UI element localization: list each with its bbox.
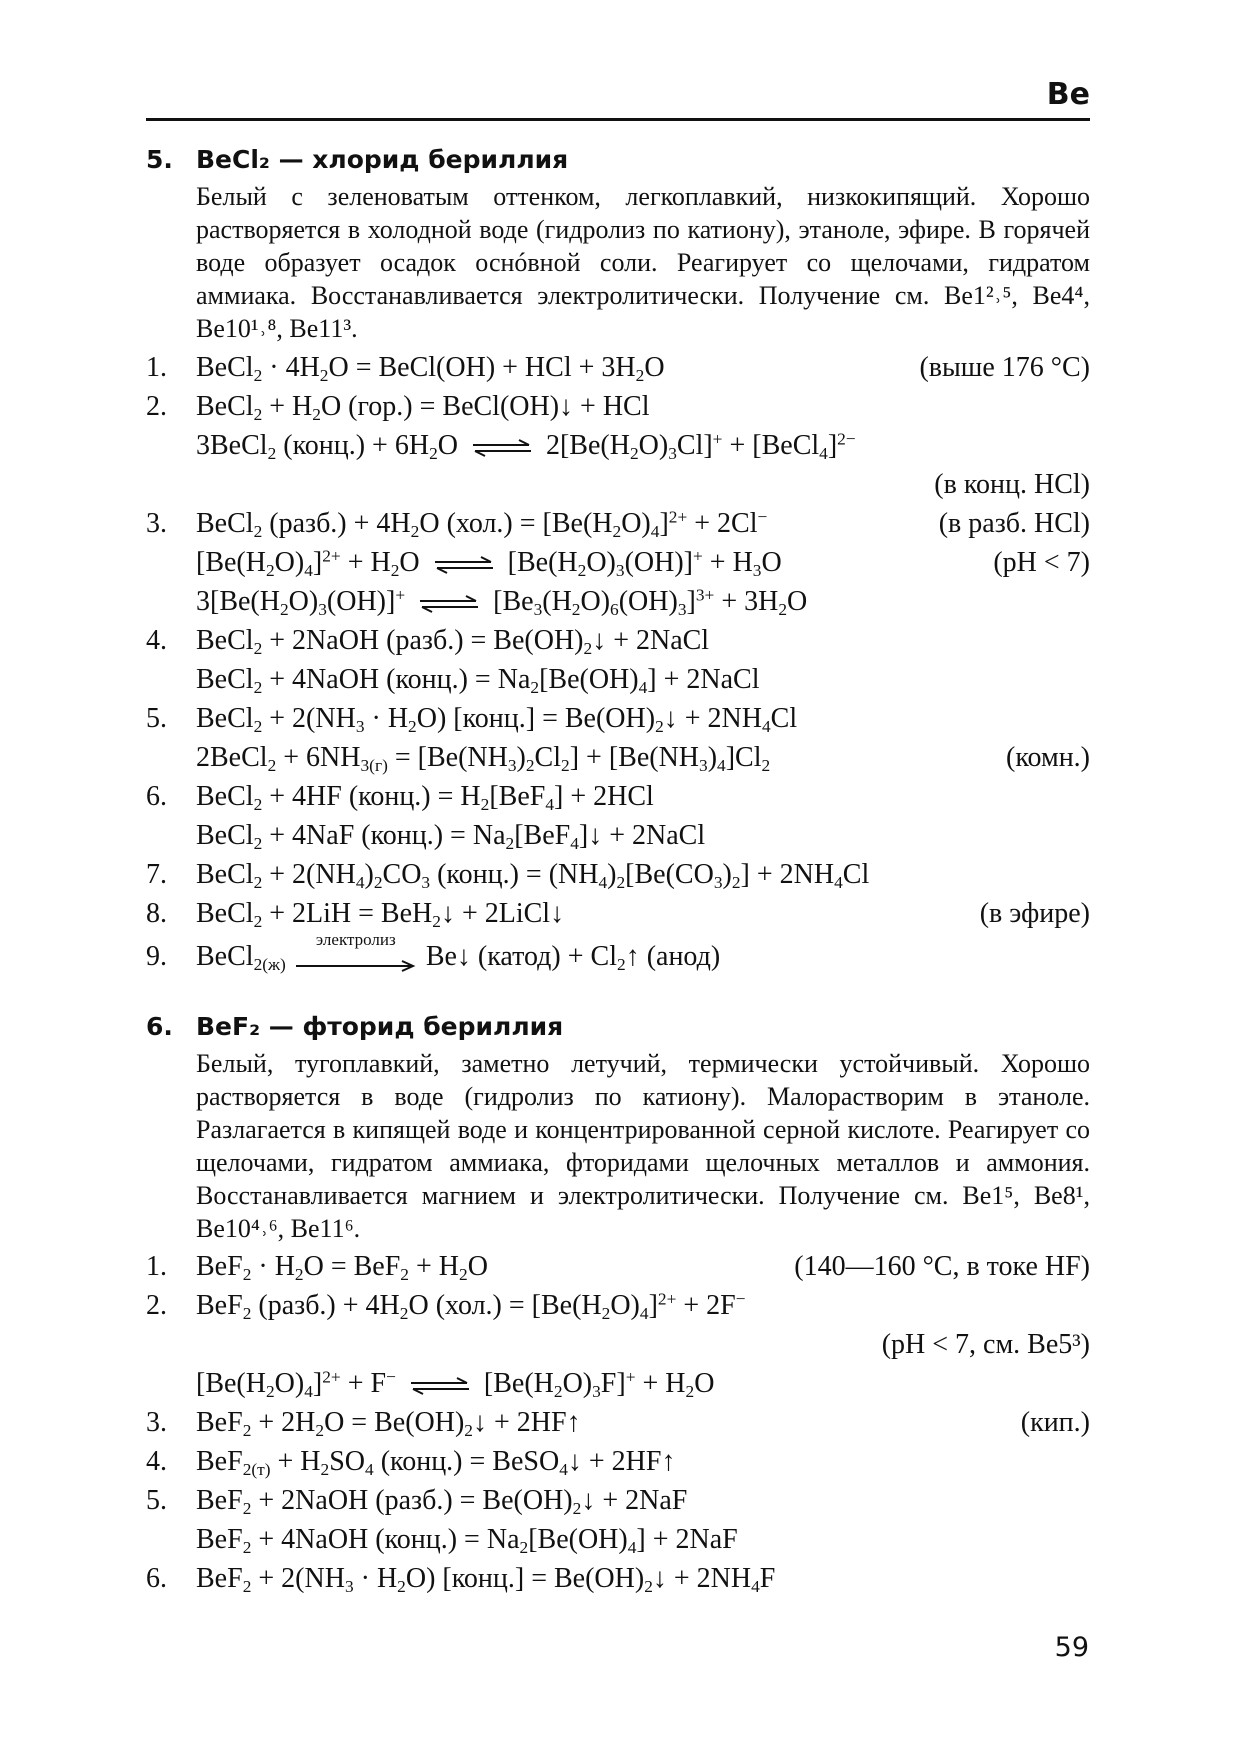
section-6-title [146, 1007, 1090, 1047]
reaction-line [146, 894, 1090, 933]
reaction-line [146, 660, 1090, 699]
reaction-line [146, 543, 1090, 582]
reaction-line [146, 348, 1090, 387]
reaction-line [146, 699, 1090, 738]
page-number: 59 [1054, 1632, 1089, 1663]
equation: BeCl$_2$ + 2NaOH (разб.) = $Be(OH)_2↓$ + 2NaCl [196, 625, 710, 659]
equation: BeCl$_2$ + 2LiH = BeH$_2$↓ + 2LiCl↓ [196, 898, 565, 932]
reaction-number: 5. [146, 1485, 167, 1516]
reaction-line [146, 582, 1090, 621]
equilibrium-arrow-icon [471, 439, 533, 457]
condition: (pH < 7, см. Be5³) [881, 1329, 1090, 1360]
section-number: 5. [146, 145, 173, 174]
page-content [146, 140, 1090, 1598]
section-title-text: BeF₂ — фторид бериллия [196, 1012, 564, 1041]
equation: BeF$_2$ + 2NaOH (разб.) = $Be(OH)_2↓ + 2NaF$ [196, 1485, 688, 1519]
reaction-line [146, 1325, 1090, 1364]
reaction-line [146, 777, 1090, 816]
section-5-description: Белый с зеленоватым оттенком, легкоплавкий, низкокипящий. Хорошо растворяется в холодной воде (гидролиз по катиону), этаноле, эфире. В горячей воде образует осадок оснóвной соли. Реагирует со щелочами, гидратом аммиака. Восстанавливается электролитически. Получение см. Be1²˒⁵, Be4⁴, Be10¹˒⁸, Be11³. [196, 182, 1090, 343]
equation: $BeF_2 \cdot H_2O = BeF_2 + H_2O$ [196, 1251, 488, 1285]
electrolysis-arrow [296, 929, 416, 974]
condition: (в разб. HCl) [938, 508, 1090, 539]
condition: (комн.) [1006, 742, 1090, 773]
equation: $[Be(H_2O)_4]^{2+} + H_2O$ $[Be(H_2O)_3(OH)]^+ + H_3O$ [196, 546, 782, 581]
reaction-number: 4. [146, 625, 167, 656]
reaction-line [146, 1247, 1090, 1286]
condition: (кип.) [1020, 1407, 1090, 1438]
arrow-label: электролиз [315, 929, 396, 949]
reaction-number: 7. [146, 859, 167, 890]
reaction-number: 8. [146, 898, 167, 929]
reaction-line [146, 1286, 1090, 1325]
equation: 2BeCl$_2$ + $6NH_{3(г)} = [Be(NH_3)_2Cl_2] + [Be(NH_3)_4]Cl_2$ [196, 742, 771, 776]
reaction-line [146, 1559, 1090, 1598]
equation: BeCl$_2$ + 4NaOH (конц.) = $Na_2[Be(OH)_4]$ + 2NaCl [196, 664, 760, 698]
reaction-line [146, 1442, 1090, 1481]
equilibrium-arrow-icon [409, 1377, 471, 1395]
reaction-line [146, 929, 1090, 981]
reaction-number: 2. [146, 391, 167, 422]
reaction-line [146, 426, 1090, 465]
reaction-line [146, 387, 1090, 426]
equation: $BeF_{2(т)} + H_2SO_4$ (конц.) = BeSO$_4$↓ + 2HF↑ [196, 1446, 676, 1480]
section-6-description: Белый, тугоплавкий, заметно летучий, термически устойчивый. Хорошо растворяется в воде (гидролиз по катиону). Малорастворим в этаноле. Разлагается в кипящей воде и концентрированной серной кислоте. Реагирует со щелочами, гидратом аммиака, фторидами щелочных металлов и аммония. Восстанавливается магнием и электролитически. Получение см. Be1⁵, Be8¹, Be10⁴˒⁶, Be11⁶. [196, 1049, 1090, 1243]
equation: $3[Be(H_2O)_3(OH)]^+$ $[Be_3(H_2O)_6(OH)_3]^{3+} + 3H_2O$ [196, 585, 808, 620]
equation: BeF$_2$ + 4NaOH (конц.) = $Na_2[Be(OH)_4] + 2NaF$ [196, 1524, 738, 1558]
reaction-number: 3. [146, 1407, 167, 1438]
reaction-line [146, 816, 1090, 855]
equation: BeCl$_2$ + $H_2O$ (гор.) = BeCl(OH)↓ + HCl [196, 391, 650, 425]
equation: $[Be(H_2O)_4]^{2+} + F^-$ $[Be(H_2O)_3F]^+ + H_2O$ [196, 1367, 715, 1402]
equilibrium-arrow-icon [418, 595, 480, 613]
equation: BeCl$_2$ · $4H_2O$ = BeCl(OH) + HCl + $3H_2O$ [196, 352, 665, 386]
condition: (140—160 °C, в токе HF) [794, 1251, 1090, 1282]
element-symbol: Be [1046, 77, 1090, 112]
equation: BeCl$_2$ + $2(NH_3 \cdot H_2O)$ [конц.] = $Be(OH)_2↓ + 2NH_4Cl$ [196, 703, 798, 737]
condition: (в конц. HCl) [934, 469, 1090, 500]
reaction-number: 1. [146, 1251, 167, 1282]
reaction-line [146, 855, 1090, 894]
section-number: 6. [146, 1012, 173, 1041]
section-title-text: BeCl₂ — хлорид бериллия [196, 145, 569, 174]
reaction-number: 5. [146, 703, 167, 734]
reaction-line [146, 738, 1090, 777]
reaction-number: 2. [146, 1290, 167, 1321]
reaction-line [146, 1520, 1090, 1559]
reaction-line [146, 1403, 1090, 1442]
reaction-line [146, 465, 1090, 504]
reaction-number: 4. [146, 1446, 167, 1477]
reaction-line [146, 504, 1090, 543]
reaction-line [146, 1481, 1090, 1520]
equation: BeCl$_{2(ж)}$ электролиз Be↓ (катод) + $Cl_2↑$ (анод) [196, 929, 721, 975]
equation: BeCl$_2$ + $2(NH_4)_2CO_3$ (конц.) = $(NH_4)_2[Be(CO_3)_2] + 2NH_4Cl$ [196, 859, 870, 893]
reaction-number: 3. [146, 508, 167, 539]
equation: BeCl$_2$ + 4HF (конц.) = $H_2[BeF_4] + 2HCl$ [196, 781, 654, 815]
equation: $BeF_2 + 2(NH_3 \cdot H_2O)$ [конц.] = $Be(OH)_2↓ + 2NH_4F$ [196, 1563, 776, 1597]
condition: (в эфире) [979, 898, 1090, 929]
condition: (pH < 7) [993, 547, 1090, 578]
reaction-number: 6. [146, 1563, 167, 1594]
equation: BeCl$_2$ + 4NaF (конц.) = $Na_2[BeF_4]↓$ + 2NaCl [196, 820, 706, 854]
equation: BeF$_2$ (разб.) + $4H_2O$ $(хол.) = [Be(H_2O)_4]^{2+} + 2F^-$ [196, 1289, 746, 1324]
section-5-title [146, 140, 1090, 180]
equation: 3BeCl$_2$ (конц.) + $6H_2O$ $2[Be(H_2O)_3Cl]^+$ + [BeCl$_4$]$^{2-}$ [196, 429, 856, 464]
condition: (выше 176 °C) [919, 352, 1090, 383]
right-arrow-icon [296, 960, 416, 972]
section-spacer [146, 981, 1090, 1007]
header-rule [146, 118, 1090, 121]
equilibrium-arrow-icon [433, 556, 495, 574]
reaction-line [146, 621, 1090, 660]
equation: BeCl$_2$ (разб.) + $4H_2O$ $(хол.) = [Be(H_2O)_4]^{2+} + 2Cl^-$ [196, 507, 768, 542]
equation: $BeF_2 + 2H_2O$ = $Be(OH)_2↓$ + 2HF↑ [196, 1407, 581, 1441]
reaction-number: 6. [146, 781, 167, 812]
reaction-line [146, 1364, 1090, 1403]
reaction-number: 1. [146, 352, 167, 383]
reaction-number: 9. [146, 941, 167, 972]
